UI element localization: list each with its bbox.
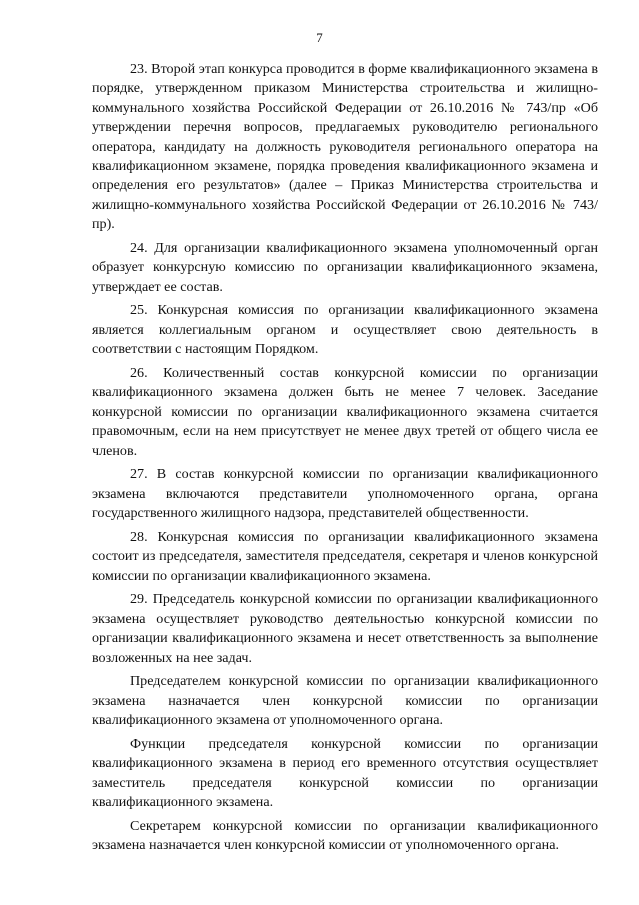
document-body <box>92 60 598 860</box>
paragraph-28: 28. Конкурсная комиссия по организации квалификационного экзамена состоит из председателя, заместителя председателя, секретаря и членов конкурсной комиссии по организации квалификационного экзамена. <box>92 528 598 584</box>
paragraph-29: 29. Председатель конкурсной комиссии по организации квалификационного экзамена осуществляет руководство деятельностью конкурсной комиссии по организации квалификационного экзамена и несет ответственность за выполнение возложенных на нее задач. <box>92 591 598 666</box>
paragraph-29-chairman: Председателем конкурсной комиссии по организации квалификационного экзамена назначается член конкурсной комиссии по организации квалификационного экзамена от уполномоченного органа. <box>92 673 598 729</box>
paragraph-29-secretary: Секретарем конкурсной комиссии по организации квалификационного экзамена назначается член конкурсной комиссии от уполномоченного органа. <box>92 817 598 854</box>
paragraph-25: 25. Конкурсная комиссия по организации квалификационного экзамена является коллегиальным органом и осуществляет свою деятельность в соответствии с настоящим Порядком. <box>92 302 598 358</box>
paragraph-24: 24. Для организации квалификационного экзамена уполномоченный орган образует конкурсную комиссию по организации квалификационного экзамена, утверждает ее состав. <box>92 239 598 295</box>
paragraph-23: 23. Второй этап конкурса проводится в форме квалификационного экзамена в порядке, утвержденном приказом Министерства строительства и жилищно-коммунального хозяйства Российской Федерации от 26.10.2016 № 743/пр «Об утверждении перечня вопросов, предлагаемых руководителю регионального оператора, кандидату на должность руководителя регионального оператора на квалификационном экзамене, порядка проведения квалификационного экзамена и определения его результатов» (далее – Приказ Министерства строительства и жилищно-коммунального хозяйства Российской Федерации от 26.10.2016 № 743/пр). <box>92 61 598 233</box>
paragraph-26: 26. Количественный состав конкурсной комиссии по организации квалификационного экзамена должен быть не менее 7 человек. Заседание конкурсной комиссии по организации квалификационного экзамена считается правомочным, если на нем присутствует не менее двух третей от общего числа ее членов. <box>92 364 598 459</box>
paragraph-29-deputy: Функции председателя конкурсной комиссии по организации квалификационного экзамена в период его временного отсутствия осуществляет заместитель председателя конкурсной комиссии по организации квалификационного экзамена. <box>92 735 598 810</box>
page-number: 7 <box>316 30 323 45</box>
paragraph-27: 27. В состав конкурсной комиссии по организации квалификационного экзамена включаются представители уполномоченного органа, органа государственного жилищного надзора, представителей общественности. <box>92 466 598 522</box>
